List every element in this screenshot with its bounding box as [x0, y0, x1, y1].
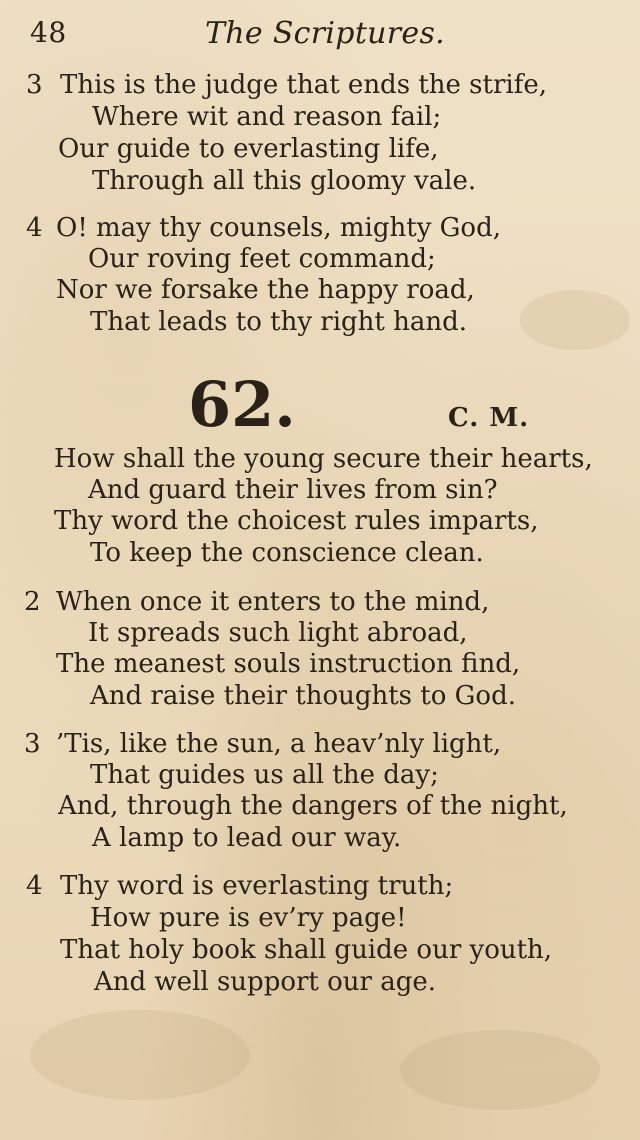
verse-line: How pure is ev’ry page!	[90, 903, 407, 933]
verse-line: Nor we forsake the happy road,	[56, 275, 475, 305]
verse-line: This is the judge that ends the strife,	[60, 70, 547, 100]
verse-line: That guides us all the day;	[90, 760, 439, 790]
stanza-number: 3	[26, 70, 43, 100]
verse-line: That leads to thy right hand.	[90, 307, 468, 337]
stanza-number: 4	[26, 871, 43, 901]
hymn-meter: C. M.	[448, 403, 530, 433]
running-title: The Scriptures.	[205, 16, 446, 51]
verse-line: That holy book shall guide our youth,	[60, 935, 553, 965]
hymn-number: 62.	[188, 368, 296, 441]
verse-line: How shall the young secure their hearts,	[54, 444, 593, 474]
verse-line: And guard their lives from sin?	[88, 475, 498, 505]
verse-line: Thy word the choicest rules imparts,	[54, 506, 539, 536]
page-header	[0, 14, 640, 54]
verse-line: A lamp to lead our way.	[92, 823, 402, 853]
verse-line: And raise their thoughts to God.	[90, 681, 516, 711]
verse-line: Our roving feet command;	[88, 244, 436, 274]
paper-stain	[30, 1010, 250, 1100]
stanza-number: 2	[24, 587, 41, 617]
verse-line: ’Tis, like the sun, a heav’nly light,	[56, 729, 502, 759]
verse-line: And well support our age.	[94, 967, 437, 997]
verse-line: It spreads such light abroad,	[88, 618, 468, 648]
verse-line: To keep the conscience clean.	[90, 538, 484, 568]
verse-line: Thy word is everlasting truth;	[60, 871, 454, 901]
page-number: 48	[30, 16, 67, 49]
verse-line: And, through the dangers of the night,	[58, 791, 568, 821]
verse-line: Our guide to everlasting life,	[58, 134, 439, 164]
verse-line: When once it enters to the mind,	[56, 587, 490, 617]
paper-stain	[400, 1030, 600, 1110]
paper-stain	[520, 290, 630, 350]
stanza-number: 4	[26, 213, 43, 243]
verse-line: O! may thy counsels, mighty God,	[56, 213, 501, 243]
verse-line: The meanest souls instruction find,	[56, 649, 521, 679]
verse-line: Through all this gloomy vale.	[92, 166, 477, 196]
stanza-number: 3	[24, 729, 41, 759]
verse-line: Where wit and reason fail;	[92, 102, 442, 132]
